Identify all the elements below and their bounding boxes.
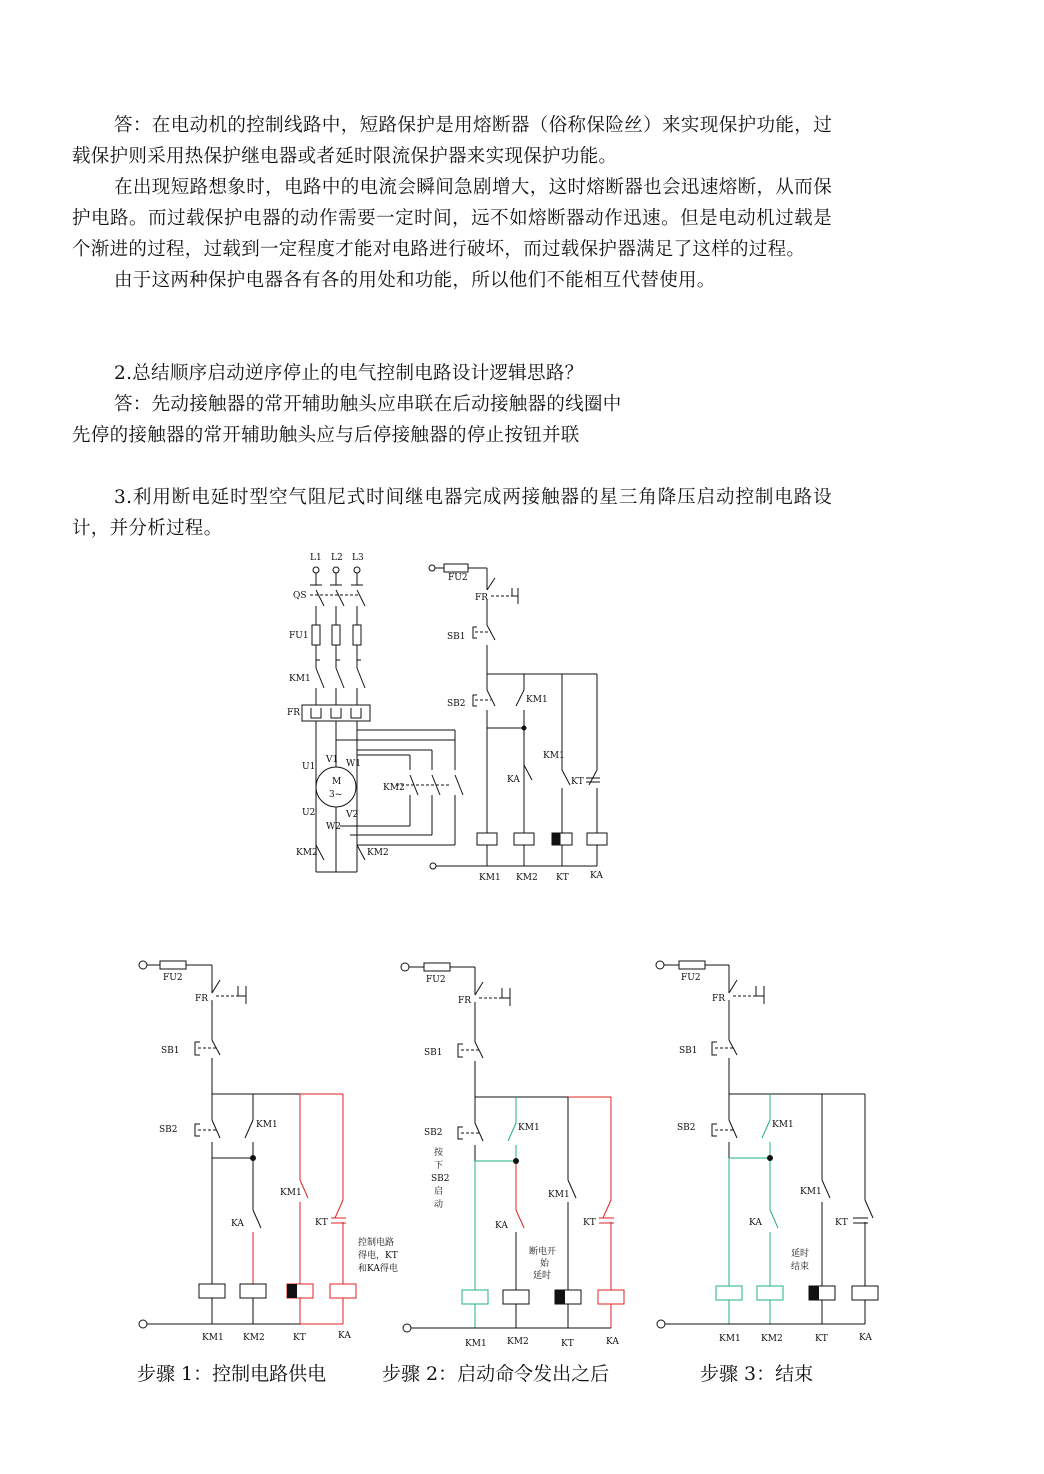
label-coil-km1-s1: KM1 <box>202 1333 224 1343</box>
label-coil-ka-s3: KA <box>859 1333 872 1343</box>
label-km1-contact-top: KM1 <box>526 695 548 705</box>
label-ka-top: KA <box>507 775 520 785</box>
motor-m: M <box>332 777 342 787</box>
junction-dot-step2 <box>513 1158 519 1164</box>
label-km1-nc-s3: KM1 <box>800 1187 822 1197</box>
label-fu2-s3: FU2 <box>681 973 701 983</box>
question-2-answer-line-1: 答：先动接触器的常开辅助触头应串联在后动接触器的线圈中 <box>114 394 622 415</box>
label-coil-km2-top: KM2 <box>516 873 538 883</box>
note-s1-line1: 控制电路 <box>358 1238 395 1248</box>
step-2-caption: 步骤 2：启动命令发出之后 <box>382 1363 610 1385</box>
note-s2-sb2-2: 下 <box>434 1161 444 1171</box>
label-sb1-s1: SB1 <box>161 1046 180 1056</box>
junction-dot-top <box>522 726 527 731</box>
label-km1-nc-s2: KM1 <box>548 1190 570 1200</box>
note-s2-kt-1: 断电开 <box>529 1247 557 1257</box>
step-3-caption: 步骤 3：结束 <box>700 1363 814 1385</box>
label-l1: L1 <box>310 553 322 563</box>
label-coil-km1-top: KM1 <box>479 873 501 883</box>
label-u1: U1 <box>302 762 316 772</box>
motor-type: 3~ <box>329 790 343 800</box>
label-sb2-s3: SB2 <box>677 1123 696 1133</box>
label-coil-kt-s1: KT <box>293 1333 306 1343</box>
label-sb2-s2: SB2 <box>424 1128 443 1138</box>
label-fu2-s2: FU2 <box>426 975 446 985</box>
label-fr-s3: FR <box>712 994 726 1004</box>
label-coil-kt-s3: KT <box>815 1334 828 1344</box>
label-coil-kt-top: KT <box>556 873 569 883</box>
label-kt-contact-s1: KT <box>315 1218 328 1228</box>
label-km1-contact-s1: KM1 <box>256 1120 278 1130</box>
answer-1-para-3: 由于这两种保护电器各有各的用处和功能，所以他们不能相互代替使用。 <box>114 270 716 291</box>
label-fr-s2: FR <box>458 996 472 1006</box>
label-km2-bottom-right: KM2 <box>367 848 389 858</box>
label-coil-km1-s2: KM1 <box>465 1339 487 1349</box>
label-fr-top: FR <box>475 593 489 603</box>
note-s2-kt-3: 延时 <box>533 1271 552 1281</box>
label-km1-nc-s1: KM1 <box>280 1188 302 1198</box>
label-w1: W1 <box>346 759 361 769</box>
label-l3: L3 <box>352 553 364 563</box>
step-2-labels <box>382 975 619 1385</box>
step-3-circuit <box>656 961 878 1328</box>
label-fu2-s1: FU2 <box>163 973 183 983</box>
label-km2-main: KM2 <box>383 783 405 793</box>
label-km1-nc-top: KM1 <box>543 751 565 761</box>
junction-dot-step1 <box>250 1155 256 1161</box>
question-3-title: 3.利用断电延时型空气阻尼式时间继电器完成两接触器的星三角降压启动控制电路设计，并分析过程。 <box>72 487 832 539</box>
label-coil-ka-s1: KA <box>338 1331 351 1341</box>
note-s2-sb2-1: 按 <box>434 1148 444 1158</box>
label-sb2-s1: SB2 <box>159 1125 178 1135</box>
label-v2: V2 <box>346 810 359 820</box>
label-u2: U2 <box>302 808 316 818</box>
note-s2-sb2-4: 启 <box>434 1187 444 1197</box>
label-coil-ka-top: KA <box>590 871 603 881</box>
note-s1-line3: 和KA得电 <box>358 1264 398 1274</box>
answer-1-para-1: 答：在电动机的控制线路中，短路保护是用熔断器（俗称保险丝）来实现保护功能，过载保护则采用热保护继电器或者延时限流保护器来实现保护功能。 <box>72 115 832 167</box>
label-ka-s2: KA <box>495 1221 508 1231</box>
note-s2-sb2-3: SB2 <box>431 1174 450 1184</box>
label-km1-main: KM1 <box>289 674 311 684</box>
junction-dot-step3 <box>767 1155 773 1161</box>
label-coil-km2-s1: KM2 <box>243 1333 265 1343</box>
label-sb1-s2: SB1 <box>424 1048 443 1058</box>
answer-1-para-2: 在出现短路想象时，电路中的电流会瞬间急剧增大，这时熔断器也会迅速熔断，从而保护电路。而过载保护电器的动作需要一定时间，远不如熔断器动作迅速。但是电动机过载是个渐进的过程，过载到一定程度才能对电路进行破坏，而过载保护器满足了这样的过程。 <box>72 177 832 260</box>
step-3-labels <box>677 973 872 1385</box>
question-2-answer-line-2: 先停的接触器的常开辅助触头应与后停接触器的停止按钮并联 <box>72 425 580 446</box>
label-coil-km1-s3: KM1 <box>719 1334 741 1344</box>
label-fr-s1: FR <box>195 994 209 1004</box>
note-s3-2: 结束 <box>791 1262 810 1272</box>
label-km2-bottom-left: KM2 <box>296 848 318 858</box>
label-coil-kt-s2: KT <box>561 1339 574 1349</box>
label-sb1-s3: SB1 <box>679 1046 698 1056</box>
label-km1-contact-s3: KM1 <box>772 1120 794 1130</box>
label-kt-contact-s3: KT <box>835 1218 848 1228</box>
step-1-labels <box>137 973 398 1385</box>
label-l2: L2 <box>331 553 343 563</box>
label-coil-ka-s2: KA <box>606 1337 619 1347</box>
label-qs: QS <box>293 591 307 601</box>
label-w2: W2 <box>326 822 341 832</box>
label-coil-km2-s2: KM2 <box>507 1337 529 1347</box>
label-sb2-top: SB2 <box>447 699 466 709</box>
label-km1-contact-s2: KM1 <box>518 1123 540 1133</box>
label-v1: V1 <box>326 755 339 765</box>
label-kt-contact-top: KT <box>571 777 584 787</box>
label-ka-s1: KA <box>231 1219 244 1229</box>
label-fu2-top: FU2 <box>448 573 468 583</box>
note-s3-1: 延时 <box>791 1249 810 1259</box>
label-fr-main: FR <box>287 708 301 718</box>
step-1-caption: 步骤 1：控制电路供电 <box>137 1363 327 1385</box>
note-s2-kt-2: 始 <box>540 1259 550 1269</box>
label-coil-km2-s3: KM2 <box>761 1334 783 1344</box>
label-fu1: FU1 <box>289 631 309 641</box>
step-1-circuit <box>139 961 356 1328</box>
label-ka-s3: KA <box>749 1218 762 1228</box>
question-2-title: 2.总结顺序启动逆序停止的电气控制电路设计逻辑思路？ <box>114 363 584 384</box>
note-s1-line2: 得电，KT <box>358 1251 398 1261</box>
label-sb1-top: SB1 <box>447 632 466 642</box>
note-s2-sb2-5: 动 <box>434 1200 444 1210</box>
label-kt-contact-s2: KT <box>583 1218 596 1228</box>
top-control-circuit <box>429 564 607 869</box>
